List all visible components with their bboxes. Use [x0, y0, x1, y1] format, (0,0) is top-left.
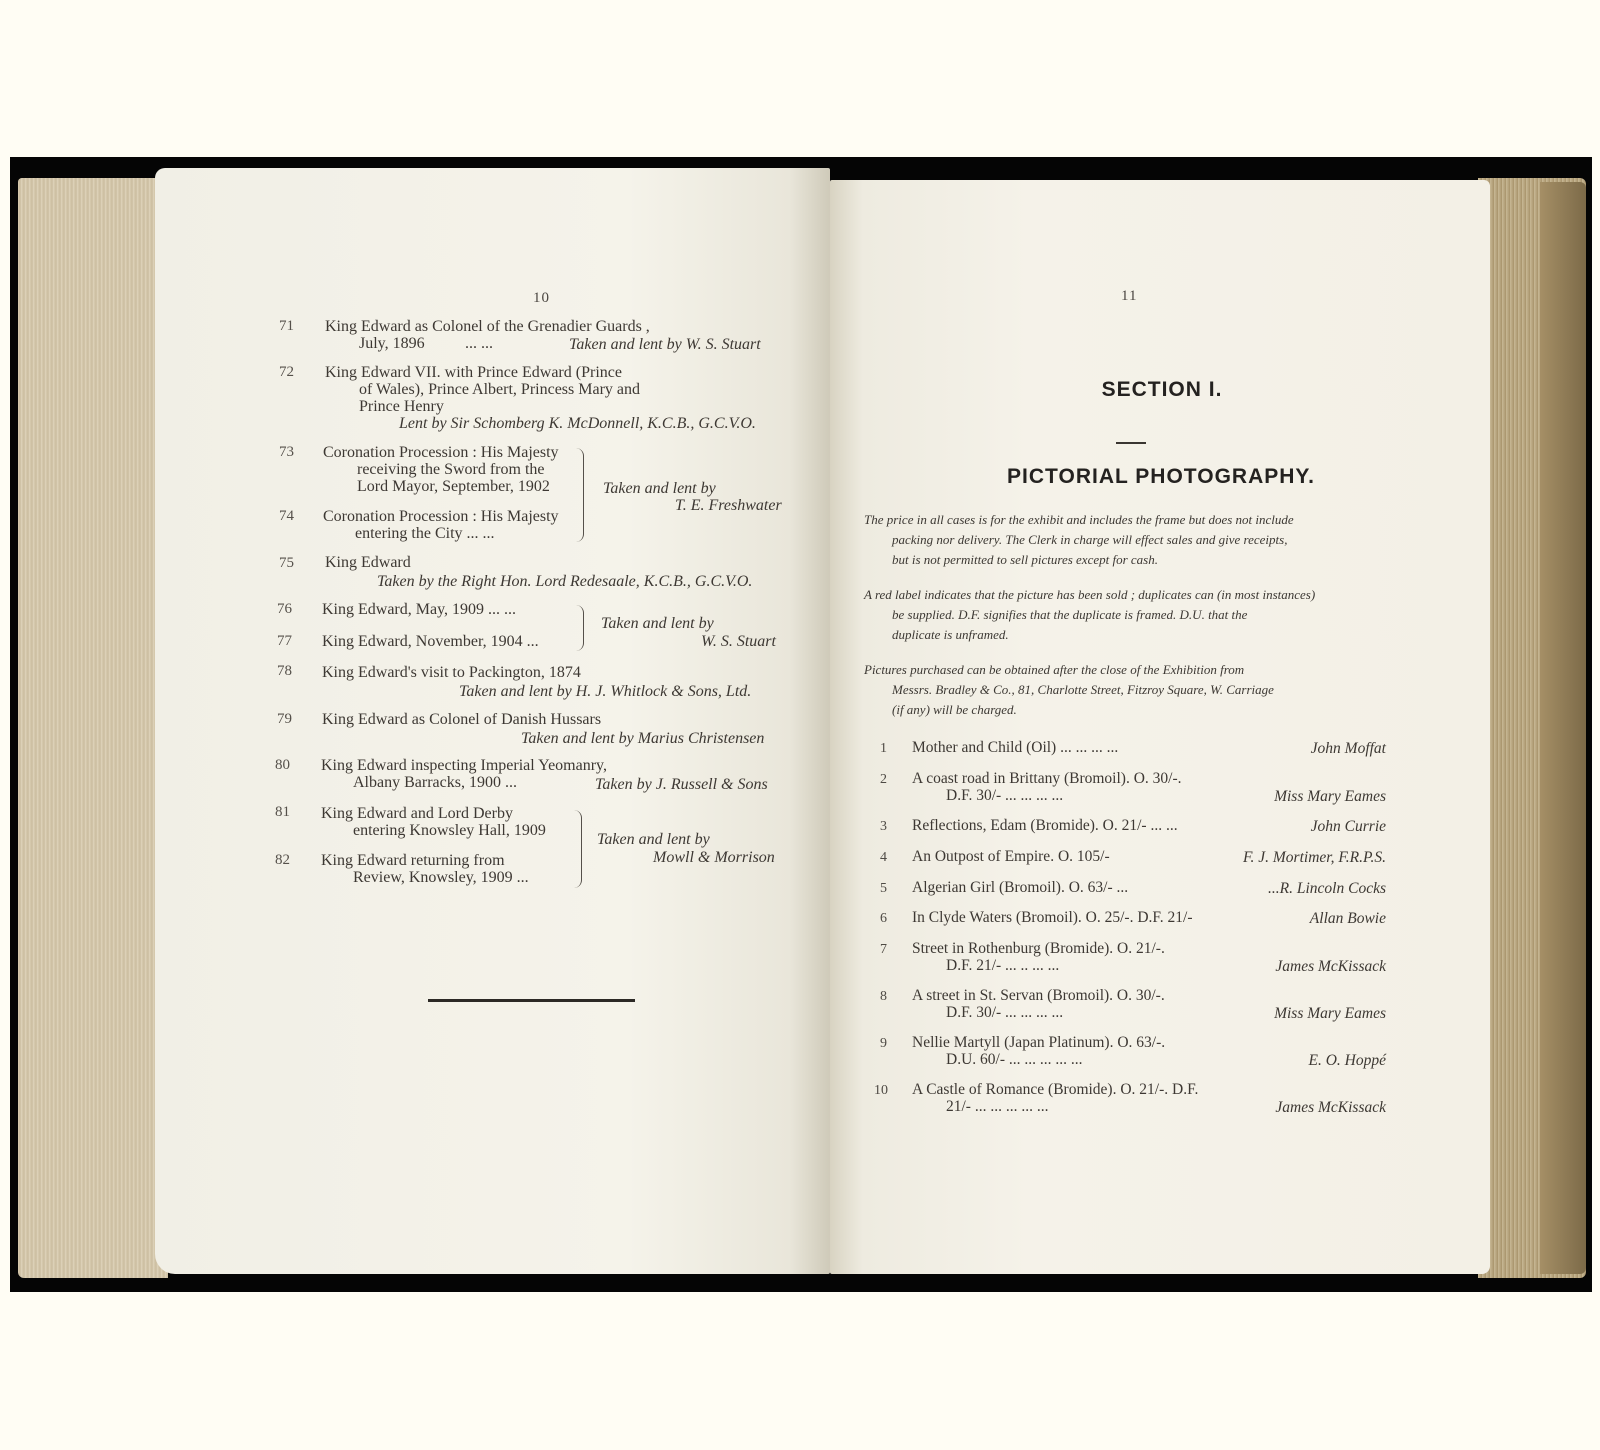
note-line: Pictures purchased can be obtained after the close of the Exhibition from: [864, 662, 1245, 677]
entry-number: 75: [279, 555, 294, 571]
entry-number: 80: [275, 757, 290, 773]
brace-credit: Taken and lent by: [597, 831, 710, 848]
section-title: SECTION I.: [1101, 378, 1223, 401]
entry-number: 79: [277, 711, 292, 727]
entry-title: King Edward as Colonel of the Grenadier Guards ,: [325, 318, 650, 335]
brace-credit-name: W. S. Stuart: [701, 633, 776, 650]
catalogue-price: D.F. 30/- ... ... ... ...: [946, 1004, 1064, 1021]
entry-number: 76: [277, 601, 292, 617]
entry-title: King Edward: [325, 554, 411, 571]
catalogue-title: A coast road in Brittany (Bromoil). O. 30/-.: [912, 770, 1182, 787]
entry-credit: Taken by the Right Hon. Lord Redesaale, K.C.B., G.C.V.O.: [377, 573, 753, 590]
catalogue-title: An Outpost of Empire. O. 105/-: [912, 848, 1110, 865]
catalogue-number: 3: [880, 819, 887, 834]
catalogue-artist: ...R. Lincoln Cocks: [1268, 880, 1386, 897]
catalogue-number: 2: [880, 772, 887, 787]
catalogue-number: 9: [880, 1036, 887, 1051]
entry-number: 73: [279, 444, 294, 460]
entry-credit: Lent by Sir Schomberg K. McDonnell, K.C.B., G.C.V.O.: [399, 415, 756, 432]
catalogue-price: D.F. 30/- ... ... ... ...: [946, 787, 1064, 804]
catalogue-number: 1: [880, 741, 887, 756]
catalogue-number: 7: [880, 942, 887, 957]
entry-title: King Edward returning from: [321, 852, 505, 869]
entry-title-cont: Review, Knowsley, 1909 ...: [353, 869, 529, 886]
catalogue-number: 10: [874, 1083, 888, 1098]
catalogue-title: In Clyde Waters (Bromoil). O. 25/-. D.F. 21/-: [912, 909, 1193, 926]
catalogue-artist: Miss Mary Eames: [1274, 1005, 1386, 1022]
catalogue-artist: James McKissack: [1275, 1099, 1386, 1116]
entry-number: 78: [277, 663, 292, 679]
brace: [575, 448, 584, 542]
left-page: [155, 168, 830, 1274]
brace-credit: Taken and lent by: [603, 480, 716, 497]
entry-title-cont: Prince Henry: [359, 398, 444, 415]
catalogue-number: 4: [880, 850, 887, 865]
entry-number: 82: [275, 852, 290, 868]
catalogue-artist: Miss Mary Eames: [1274, 788, 1386, 805]
catalogue-artist: John Currie: [1310, 818, 1386, 835]
entry-title: King Edward, May, 1909 ... ...: [322, 601, 517, 618]
entry-title: King Edward and Lord Derby: [321, 805, 513, 822]
page-number: 11: [1121, 288, 1138, 304]
entry-title: Coronation Procession : His Majesty: [323, 508, 559, 525]
catalogue-title: Mother and Child (Oil) ... ... ... ...: [912, 739, 1119, 756]
right-cover-edge: [1540, 182, 1586, 1274]
note-line: packing nor delivery. The Clerk in charge will effect sales and give receipts,: [892, 532, 1288, 547]
brace-credit: Taken and lent by: [601, 615, 714, 632]
entry-number: 71: [279, 318, 294, 334]
note-line: Messrs. Bradley & Co., 81, Charlotte Street, Fitzroy Square, W. Carriage: [892, 682, 1274, 697]
brace-credit-name: T. E. Freshwater: [675, 497, 782, 514]
catalogue-price: 21/- ... ... ... ... ...: [946, 1098, 1049, 1115]
entry-title: Coronation Procession : His Majesty: [323, 444, 559, 461]
catalogue-number: 8: [880, 989, 887, 1004]
catalogue-artist: Allan Bowie: [1309, 910, 1386, 927]
entry-credit: Taken and lent by Marius Christensen: [521, 730, 765, 747]
end-rule: [428, 999, 635, 1002]
catalogue-number: 6: [880, 911, 887, 926]
entry-title-cont: Albany Barracks, 1900 ...: [353, 774, 517, 791]
note-line: but is not permitted to sell pictures except for cash.: [892, 552, 1158, 567]
note-line: duplicate is unframed.: [892, 627, 1009, 642]
entry-credit: Taken and lent by H. J. Whitlock & Sons, Ltd.: [459, 683, 752, 700]
entry-title: King Edward, November, 1904 ...: [322, 633, 539, 650]
entry-title-cont: of Wales), Prince Albert, Princess Mary and: [359, 381, 641, 398]
entry-number: 72: [279, 364, 294, 380]
page-number: 10: [533, 290, 550, 306]
entry-title: King Edward as Colonel of Danish Hussars: [322, 711, 602, 728]
catalogue-title: Nellie Martyll (Japan Platinum). O. 63/-.: [912, 1034, 1166, 1051]
entry-number: 77: [277, 633, 292, 649]
brace-credit-name: Mowll & Morrison: [653, 849, 775, 866]
entry-title-cont: entering Knowsley Hall, 1909: [353, 822, 546, 839]
entry-number: 81: [275, 804, 290, 820]
brace: [573, 810, 582, 888]
catalogue-artist: F. J. Mortimer, F.R.P.S.: [1243, 849, 1386, 866]
entry-date: July, 1896: [359, 335, 425, 352]
catalogue-artist: John Moffat: [1310, 740, 1386, 757]
entry-title: King Edward inspecting Imperial Yeomanry,: [321, 757, 608, 774]
left-page-edges: [18, 178, 168, 1278]
catalogue-title: Street in Rothenburg (Bromide). O. 21/-.: [912, 940, 1165, 957]
catalogue-title: Reflections, Edam (Bromide). O. 21/- ... ...: [912, 817, 1178, 834]
brace: [575, 605, 584, 651]
entry-leader: ... ...: [465, 335, 493, 352]
note-line: A red label indicates that the picture has been sold ; duplicates can (in most instances): [864, 587, 1316, 602]
catalogue-number: 5: [880, 881, 887, 896]
right-page: [830, 180, 1490, 1274]
entry-credit: Taken and lent by W. S. Stuart: [569, 336, 761, 353]
section-divider: [1116, 442, 1146, 444]
entry-title-cont: Lord Mayor, September, 1902: [357, 478, 550, 495]
entry-credit: Taken by J. Russell & Sons: [595, 776, 768, 793]
entry-title: King Edward VII. with Prince Edward (Prince: [325, 364, 622, 381]
catalogue-title: A Castle of Romance (Bromide). O. 21/-. D.F.: [912, 1081, 1199, 1098]
note-line: The price in all cases is for the exhibit and includes the frame but does not include: [864, 512, 1294, 527]
entry-number: 74: [279, 508, 294, 524]
catalogue-artist: E. O. Hoppé: [1308, 1052, 1386, 1069]
note-line: be supplied. D.F. signifies that the duplicate is framed. D.U. that the: [892, 607, 1248, 622]
catalogue-price: D.F. 21/- ... .. ... ...: [946, 957, 1060, 974]
section-heading: PICTORIAL PHOTOGRAPHY.: [1007, 465, 1315, 488]
note-line: (if any) will be charged.: [892, 702, 1017, 717]
entry-title-cont: entering the City ... ...: [355, 525, 495, 542]
catalogue-artist: James McKissack: [1275, 958, 1386, 975]
entry-title-cont: receiving the Sword from the: [357, 461, 545, 478]
catalogue-title: Algerian Girl (Bromoil). O. 63/- ...: [912, 879, 1129, 896]
catalogue-title: A street in St. Servan (Bromoil). O. 30/-.: [912, 987, 1165, 1004]
catalogue-price: D.U. 60/- ... ... ... ... ...: [946, 1051, 1083, 1068]
entry-title: King Edward's visit to Packington, 1874: [322, 664, 581, 681]
